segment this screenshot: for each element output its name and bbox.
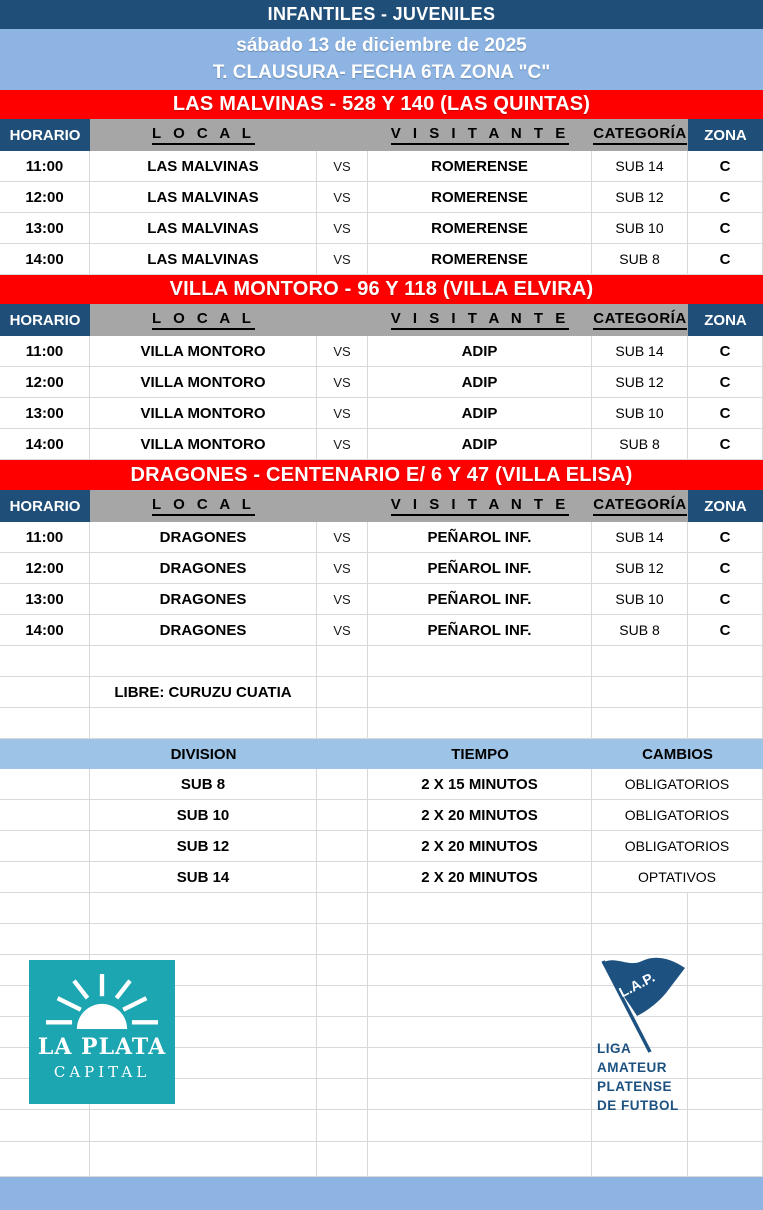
empty-cell [0, 677, 90, 707]
rules-row [0, 800, 763, 831]
vs-label: VS [317, 398, 368, 428]
page-title: INFANTILES - JUVENILES [0, 0, 763, 29]
col-visitante [368, 119, 592, 151]
empty-cell [0, 769, 90, 799]
match-time: 13:00 [0, 213, 90, 243]
match-category: SUB 14 [592, 151, 688, 181]
logo-region [0, 955, 763, 1113]
visiting-team: ROMERENSE [368, 151, 592, 181]
visiting-team: ROMERENSE [368, 182, 592, 212]
empty-cell [0, 924, 90, 954]
match-category: SUB 12 [592, 182, 688, 212]
match-zone: C [688, 367, 763, 397]
rule-division: SUB 8 [90, 769, 317, 799]
empty-cell [0, 708, 90, 738]
empty-cell [688, 708, 763, 738]
rules-rows [0, 769, 763, 893]
match-row [0, 213, 763, 244]
empty-cell [0, 1142, 90, 1176]
empty-cell [317, 862, 368, 892]
empty-cell [592, 1142, 688, 1176]
match-zone: C [688, 429, 763, 459]
empty-cell [317, 1048, 368, 1078]
empty-cell [90, 1110, 317, 1141]
local-team: DRAGONES [90, 615, 317, 645]
rule-cambios: OBLIGATORIOS [592, 831, 763, 861]
empty-cell [368, 1142, 592, 1176]
vs-label: VS [317, 336, 368, 366]
rule-tiempo: 2 X 20 MINUTOS [368, 831, 592, 861]
fixture-header-row [0, 304, 763, 336]
rule-division: SUB 10 [90, 800, 317, 830]
empty-cell [317, 1142, 368, 1176]
empty-cell [688, 677, 763, 707]
local-team: VILLA MONTORO [90, 336, 317, 366]
rules-col-cambios: CAMBIOS [642, 745, 713, 763]
match-zone: C [688, 398, 763, 428]
venue-sections [0, 90, 763, 646]
empty-cell [368, 708, 592, 738]
rules-row [0, 831, 763, 862]
empty-cell [317, 924, 368, 954]
local-team: DRAGONES [90, 584, 317, 614]
col-gap [317, 490, 368, 522]
la-plata-text: LA PLATA [37, 1034, 167, 1060]
rules-row [0, 769, 763, 800]
match-time: 14:00 [0, 244, 90, 274]
rules-header-gap [317, 739, 368, 769]
empty-rows-below-rules [0, 893, 763, 955]
empty-cell [0, 893, 90, 923]
empty-cell [368, 893, 592, 923]
rules-col-division: DIVISION [170, 745, 237, 763]
col-horario: HORARIO [0, 119, 90, 151]
empty-cell [592, 677, 688, 707]
col-local [90, 490, 317, 522]
match-row [0, 244, 763, 275]
empty-cell [688, 1142, 763, 1176]
match-category: SUB 8 [592, 615, 688, 645]
local-team: LAS MALVINAS [90, 244, 317, 274]
col-zona: ZONA [688, 119, 763, 151]
empty-cell [317, 986, 368, 1016]
vs-label: VS [317, 429, 368, 459]
match-time: 14:00 [0, 429, 90, 459]
empty-rows-above-footer [0, 1110, 763, 1177]
match-category: SUB 10 [592, 584, 688, 614]
local-team: DRAGONES [90, 522, 317, 552]
empty-cell [317, 1079, 368, 1109]
vs-label: VS [317, 151, 368, 181]
match-category: SUB 8 [592, 244, 688, 274]
local-team: LAS MALVINAS [90, 151, 317, 181]
match-zone: C [688, 151, 763, 181]
rule-cambios: OBLIGATORIOS [592, 800, 763, 830]
vs-label: VS [317, 584, 368, 614]
empty-cell [368, 1048, 592, 1078]
col-visitante-label: V I S I T A N T E [391, 496, 570, 516]
empty-cell [90, 893, 317, 923]
col-visitante [368, 304, 592, 336]
empty-cell [368, 1110, 592, 1141]
vs-label: VS [317, 367, 368, 397]
col-gap [317, 119, 368, 151]
local-team: VILLA MONTORO [90, 429, 317, 459]
match-time: 13:00 [0, 398, 90, 428]
col-local [90, 304, 317, 336]
lap-org-line: LIGA [597, 1041, 632, 1056]
match-category: SUB 12 [592, 367, 688, 397]
match-category: SUB 10 [592, 213, 688, 243]
visiting-team: PEÑAROL INF. [368, 553, 592, 583]
rules-row [0, 862, 763, 893]
empty-cell [592, 893, 688, 923]
empty-cell [592, 924, 688, 954]
fixture-header-row [0, 490, 763, 522]
col-local-label: L O C A L [152, 310, 255, 330]
date-text: sábado 13 de diciembre de 2025 [236, 34, 527, 56]
match-row [0, 553, 763, 584]
lap-org-line: AMATEUR [597, 1060, 667, 1075]
fixture-header-row [0, 119, 763, 151]
col-categoria-label: CATEGORÍA [593, 496, 686, 516]
empty-grid-row [0, 708, 763, 739]
rule-cambios: OBLIGATORIOS [592, 769, 763, 799]
empty-grid-row [0, 924, 763, 955]
vs-label: VS [317, 182, 368, 212]
rule-cambios: OPTATIVOS [592, 862, 763, 892]
visiting-team: PEÑAROL INF. [368, 584, 592, 614]
col-local [90, 119, 317, 151]
match-row [0, 182, 763, 213]
visiting-team: PEÑAROL INF. [368, 522, 592, 552]
libre-row [0, 677, 763, 708]
match-zone: C [688, 336, 763, 366]
vs-label: VS [317, 213, 368, 243]
rule-division: SUB 12 [90, 831, 317, 861]
empty-cell [317, 831, 368, 861]
empty-grid-row [0, 1142, 763, 1177]
match-time: 13:00 [0, 584, 90, 614]
match-row [0, 584, 763, 615]
match-category: SUB 14 [592, 522, 688, 552]
col-horario: HORARIO [0, 490, 90, 522]
match-zone: C [688, 213, 763, 243]
match-row [0, 429, 763, 460]
col-visitante-label: V I S I T A N T E [391, 310, 570, 330]
col-visitante-label: V I S I T A N T E [391, 125, 570, 145]
empty-cell [90, 924, 317, 954]
libre-note: LIBRE: CURUZU CUATIA [90, 677, 317, 707]
visiting-team: ADIP [368, 367, 592, 397]
empty-cell [317, 677, 368, 707]
empty-cell [317, 955, 368, 985]
empty-cell [368, 646, 592, 676]
col-zona: ZONA [688, 304, 763, 336]
sunrise-icon [43, 974, 161, 1030]
empty-cell [368, 677, 592, 707]
empty-cell [368, 986, 592, 1016]
local-team: LAS MALVINAS [90, 182, 317, 212]
empty-cell [90, 708, 317, 738]
visiting-team: ADIP [368, 429, 592, 459]
col-categoria [592, 304, 688, 336]
lap-logo [592, 955, 712, 1115]
empty-cell [0, 646, 90, 676]
match-row [0, 367, 763, 398]
capital-text: CAPITAL [53, 1063, 151, 1081]
empty-cell [0, 1110, 90, 1141]
empty-cell [317, 1110, 368, 1141]
visiting-team: ADIP [368, 336, 592, 366]
empty-cell [317, 769, 368, 799]
rules-header-row [0, 739, 763, 769]
rules-header-spacer [0, 739, 90, 769]
tournament-text: T. CLAUSURA- FECHA 6TA ZONA "C" [212, 62, 551, 84]
empty-cell [592, 646, 688, 676]
empty-cell [317, 1017, 368, 1047]
local-team: LAS MALVINAS [90, 213, 317, 243]
empty-cell [0, 862, 90, 892]
match-zone: C [688, 553, 763, 583]
match-category: SUB 8 [592, 429, 688, 459]
match-row [0, 336, 763, 367]
venue-title: LAS MALVINAS - 528 Y 140 (LAS QUINTAS) [0, 90, 763, 119]
vs-label: VS [317, 522, 368, 552]
match-time: 14:00 [0, 615, 90, 645]
empty-grid-row [0, 893, 763, 924]
rule-division: SUB 14 [90, 862, 317, 892]
lap-org-line: PLATENSE [597, 1079, 673, 1094]
match-time: 12:00 [0, 553, 90, 583]
col-zona: ZONA [688, 490, 763, 522]
match-row [0, 398, 763, 429]
empty-cell [368, 1017, 592, 1047]
match-zone: C [688, 182, 763, 212]
match-zone: C [688, 615, 763, 645]
libre-block [0, 646, 763, 739]
la-plata-capital-logo [29, 960, 175, 1104]
empty-cell [0, 800, 90, 830]
vs-label: VS [317, 615, 368, 645]
match-time: 12:00 [0, 367, 90, 397]
col-horario: HORARIO [0, 304, 90, 336]
col-local-label: L O C A L [152, 125, 255, 145]
col-visitante [368, 490, 592, 522]
vs-label: VS [317, 244, 368, 274]
rules-col-tiempo: TIEMPO [451, 745, 509, 763]
empty-cell [90, 1142, 317, 1176]
empty-cell [688, 646, 763, 676]
match-time: 11:00 [0, 336, 90, 366]
empty-cell [317, 800, 368, 830]
footer-band [0, 1177, 763, 1210]
empty-cell [368, 924, 592, 954]
venue-title: DRAGONES - CENTENARIO E/ 6 Y 47 (VILLA ELISA) [0, 460, 763, 490]
empty-cell [688, 893, 763, 923]
match-row [0, 522, 763, 553]
match-row [0, 151, 763, 182]
visiting-team: ROMERENSE [368, 244, 592, 274]
match-time: 11:00 [0, 522, 90, 552]
visiting-team: ROMERENSE [368, 213, 592, 243]
col-categoria [592, 490, 688, 522]
empty-grid-row [0, 646, 763, 677]
col-gap [317, 304, 368, 336]
vs-label: VS [317, 553, 368, 583]
match-category: SUB 12 [592, 553, 688, 583]
empty-cell [317, 646, 368, 676]
lap-org-line: DE FUTBOL [597, 1098, 679, 1113]
match-zone: C [688, 244, 763, 274]
match-category: SUB 10 [592, 398, 688, 428]
rule-tiempo: 2 X 20 MINUTOS [368, 862, 592, 892]
local-team: VILLA MONTORO [90, 367, 317, 397]
match-time: 11:00 [0, 151, 90, 181]
match-category: SUB 14 [592, 336, 688, 366]
venue-title: VILLA MONTORO - 96 Y 118 (VILLA ELVIRA) [0, 275, 763, 304]
lap-org-name [592, 1039, 712, 1115]
match-time: 12:00 [0, 182, 90, 212]
local-team: DRAGONES [90, 553, 317, 583]
empty-cell [592, 708, 688, 738]
col-categoria-label: CATEGORÍA [593, 310, 686, 330]
empty-cell [317, 708, 368, 738]
empty-cell [688, 924, 763, 954]
empty-cell [368, 955, 592, 985]
empty-cell [368, 1079, 592, 1109]
col-categoria [592, 119, 688, 151]
empty-cell [317, 893, 368, 923]
match-zone: C [688, 522, 763, 552]
match-row [0, 615, 763, 646]
visiting-team: PEÑAROL INF. [368, 615, 592, 645]
rule-tiempo: 2 X 15 MINUTOS [368, 769, 592, 799]
lap-flag-text: L.A.P. [616, 968, 658, 1001]
match-zone: C [688, 584, 763, 614]
col-categoria-label: CATEGORÍA [593, 125, 686, 145]
col-local-label: L O C A L [152, 496, 255, 516]
local-team: VILLA MONTORO [90, 398, 317, 428]
empty-cell [0, 831, 90, 861]
empty-cell [90, 646, 317, 676]
date-band [0, 29, 763, 90]
visiting-team: ADIP [368, 398, 592, 428]
rule-tiempo: 2 X 20 MINUTOS [368, 800, 592, 830]
